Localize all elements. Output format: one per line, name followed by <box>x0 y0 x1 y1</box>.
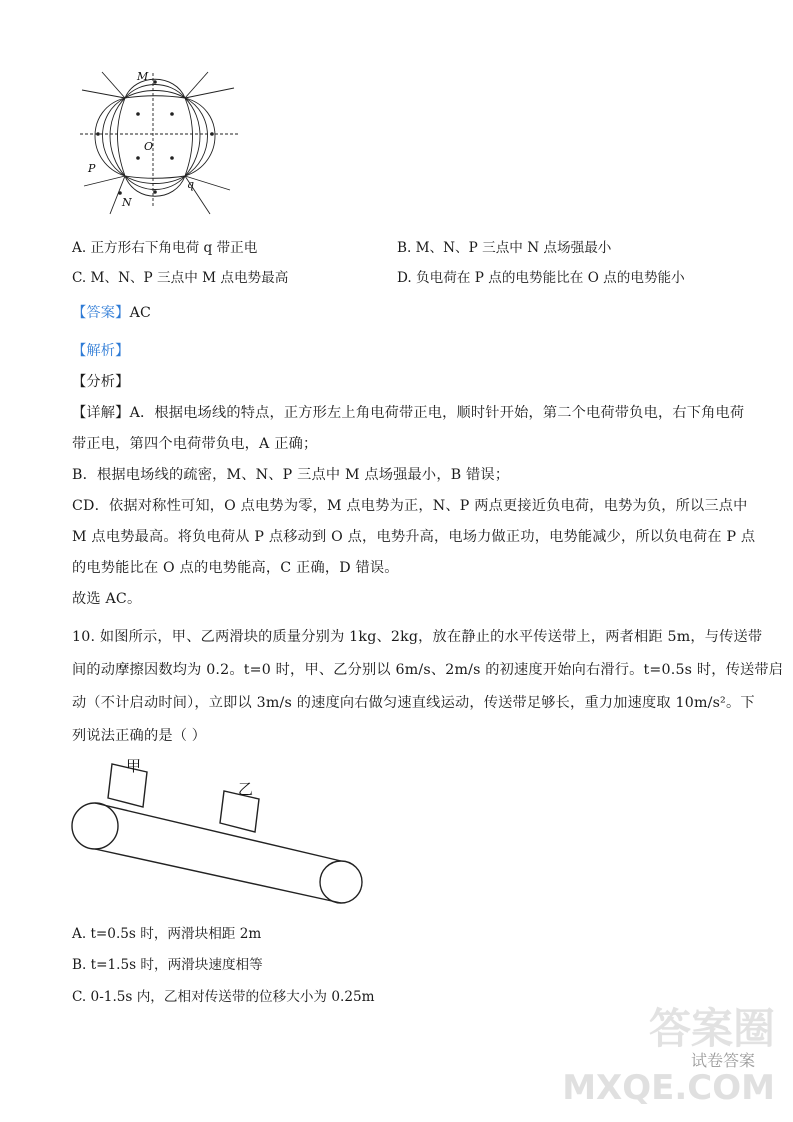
field-lines-figure <box>80 68 238 216</box>
detail-line-6: 的电势能比在 O 点的电势能高，C 正确，D 错误。 <box>72 560 399 576</box>
option-A: A. 正方形右下角电荷 q 带正电 <box>72 240 258 256</box>
watermark <box>562 996 775 1116</box>
analysis-tag: 【解析】 <box>72 343 130 359</box>
label-P: P <box>88 162 96 175</box>
label-O: O <box>144 140 154 153</box>
detail-line-7: 故选 AC。 <box>72 591 142 607</box>
watermark-site: MXQE.COM <box>562 1068 775 1108</box>
label-yi: 乙 <box>238 780 254 798</box>
detail-line-1 <box>72 402 744 422</box>
watermark-small: 试卷答案 <box>690 1051 755 1070</box>
option-D: D. 负电荷在 P 点的电势能比在 O 点的电势能小 <box>397 270 685 286</box>
detail-line-5: M 点电势最高。将负电荷从 P 点移动到 O 点，电势升高，电场力做正功，电势能减少，所以负电荷在 P 点 <box>72 529 756 545</box>
answer-tag: 【答案】 <box>72 305 130 321</box>
q10-line-4: 列说法正确的是（ ） <box>72 728 207 744</box>
q10-line-2: 间的动摩擦因数均为 0.2。t=0 时，甲、乙分别以 6m/s、2m/s 的初速度开始向右滑行。t=0.5s 时，传送带启 <box>72 662 784 678</box>
detail-tag: 【详解】 <box>72 405 130 421</box>
q10-line-1: 10. 如图所示，甲、乙两滑块的质量分别为 1kg、2kg，放在静止的水平传送带上，两者相距 5m，与传送带 <box>72 629 763 645</box>
label-jia: 甲 <box>126 757 142 775</box>
fenxi-tag: 【分析】 <box>72 374 130 390</box>
answer-value: AC <box>129 305 152 321</box>
label-M: M <box>137 70 149 83</box>
option-B: B. M、N、P 三点中 N 点场强最小 <box>397 240 612 256</box>
detail-line-4: CD．依据对称性可知，O 点电势为零，M 点电势为正，N、P 两点更接近负电荷，电势为负，所以三点中 <box>72 498 748 514</box>
detail-line-3: B．根据电场线的疏密，M、N、P 三点中 M 点场强最小，B 错误； <box>72 467 510 483</box>
detail-line-2: 带正电，第四个电荷带负电，A 正确； <box>72 436 318 452</box>
q10-option-C: C. 0-1.5s 内，乙相对传送带的位移大小为 0.25m <box>72 989 375 1005</box>
detail-text-1: A．根据电场线的特点，正方形左上角电荷带正电，顺时针开始，第二个电荷带负电，右下角电荷 <box>129 405 745 421</box>
q10-option-A: A. t=0.5s 时，两滑块相距 2m <box>72 926 262 942</box>
q10-option-B: B. t=1.5s 时，两滑块速度相等 <box>72 957 263 973</box>
watermark-big: 答案圈 <box>648 1004 775 1053</box>
label-N: N <box>122 196 132 209</box>
q10-line-3: 动（不计启动时间），立即以 3m/s 的速度向右做匀速直线运动，传送带足够长，重力加速度取 10m/s²。下 <box>72 695 755 711</box>
answer-line <box>72 302 151 322</box>
option-C: C. M、N、P 三点中 M 点电势最高 <box>72 270 289 286</box>
conveyor-figure <box>70 752 370 912</box>
label-q: q <box>187 178 195 191</box>
